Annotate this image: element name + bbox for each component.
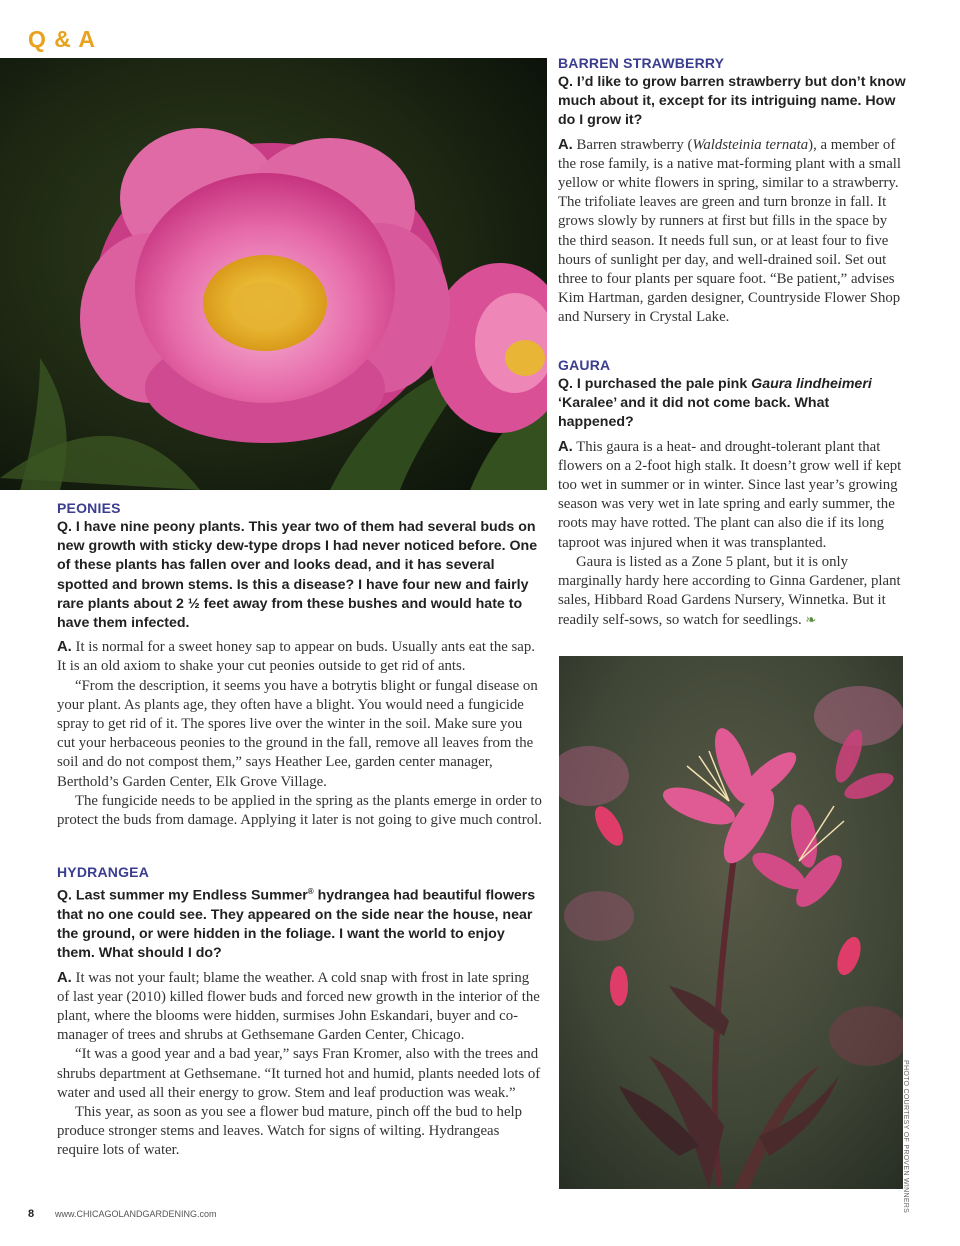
answer-text: It was not your fault; blame the weather. A cold snap with frost in late spring of last year (2010) killed flower buds and forced new growth in the interior of the plant, where the blooms were hidden, surmises John Eskandari, buyer and co-manager of trees and shrubs at Gethsemane Garden Center, Chicago. [57,969,540,1044]
answer-text: ), a member of the rose family, is a native mat-forming plant with a small yellow or white flowers in spring, similar to a strawberry. The trifoliate leaves are green and turn bronze in fall. It grows slowly by runners at first but fills in the space by the third season. It needs full sun, or at least four to five hours of sunlight per day, and well-drained soil. Set out three to four plants per square foot. “Be patient,” advises Kim Hartman, garden designer, Countryside Flower Shop and Nursery in Crystal Lake. [558,136,901,326]
gaura-heading: GAURA [558,357,611,373]
hydrangea-section [57,864,544,1161]
page-number: 8 [28,1208,35,1220]
barren-heading: BARREN STRAWBERRY [558,55,725,71]
answer-lead: A. [57,969,72,986]
barren-answer [558,136,906,328]
barren-strawberry-section [558,55,906,328]
question-text: Q. I purchased the pale pink [558,376,752,392]
question-text: hydrangea had beautiful flowers that no one could see. They appeared on the side near the house, near the ground, or were hidden in the foliage. I want the world to enjoy them. What should I do? [57,887,536,962]
peonies-answer-1 [57,638,544,676]
peonies-answer-3: The fungicide needs to be applied in the spring as the plants emerge in order to protect the buds from damage. Applying it later is not going to give much control. [57,792,542,829]
answer-text: It is normal for a sweet honey sap to appear on buds. Usually ants eat the sap. It is an old axiom to shake your cut peonies outside to get rid of ants. [57,639,535,675]
section-tag: Q & A [28,26,97,52]
gaura-answer-1 [558,438,906,553]
leaf-icon: ❧ [805,612,817,628]
peony-photo [0,58,547,490]
hydrangea-answer-3: This year, as soon as you see a flower bud mature, pinch off the bud to help produce stronger stems and leaves. Watch for signs of wilting. Hydrangeas require lots of water. [57,1103,523,1159]
answer-lead: A. [558,438,573,455]
question-text: Q. Last summer my Endless Summer [57,887,308,904]
peonies-section [57,500,544,830]
registered-mark: ® [307,887,314,896]
answer-lead: A. [57,639,72,656]
latin-name: Waldsteinia ternata [692,136,809,153]
answer-text: This gaura is a heat- and drought-tolerant plant that flowers on a 2-foot high stalk. It doesn’t grow well if kept too wet in summer or in winter. Since last year’s growing season was very wet in late spring and early summer, the roots may have rotted. The plant can also die if its long taproot was injured when it was transplanted. [558,438,902,551]
gaura-photo [559,656,903,1189]
peonies-answer-2: “From the description, it seems you have a botrytis blight or fungal disease on your plant. As plants age, they often have a blight. You would need a fungicide spray to get rid of it. The spores live over the winter in the soil. Make sure you cut your herbaceous peonies to the ground in the fall, remove all leaves from the soil and do not compost them,” says Heather Lee, garden center manager, Berthold’s Garden Center, Elk Grove Village. [57,677,538,790]
answer-lead: A. [558,136,573,153]
gaura-section [558,357,906,631]
peonies-question: Q. I have nine peony plants. This year two of them had several buds on new growth with sticky dew-type drops I had never noticed before. One of these plants has fallen over and looks dead, and it has several spotted and brown stems. Is this a disease? I have four new and fairly rare plants about 2 ½ feet away from these bushes and would hate to have them infected. [57,519,538,632]
footer-url[interactable]: www.CHICAGOLANDGARDENING.com [55,1209,217,1219]
hydrangea-answer-2: “It was a good year and a bad year,” says Fran Kromer, also with the trees and shrubs department at Gethsemane. “It turned hot and humid, plants needed lots of water and used all their energy to grow. Stem and leaf production was weak.” [57,1046,541,1101]
hydrangea-question [57,882,544,964]
peonies-heading: PEONIES [57,500,121,516]
photo-credit-text: PHOTO COURTESY OF PROVEN WINNERS [902,1060,909,1214]
photo-credit [897,1060,911,1214]
answer-text: Barren strawberry ( [572,136,693,153]
barren-question: Q. I’d like to grow barren strawberry but don’t know much about it, except for its intriguing name. How do I grow it? [558,74,906,129]
hydrangea-heading: HYDRANGEA [57,864,150,880]
gaura-question [558,375,906,433]
question-text: ‘Karalee’ and it did not come back. What happened? [558,395,830,431]
answer-text: Gaura is listed as a Zone 5 plant, but it is only marginally hardy here according to Ginna Gardener, plant sales, Hibbard Road Gardens Nursery, Winnetka. But it readily self-sows, so watch for seedlings. [558,553,901,629]
gaura-answer-2 [558,553,906,631]
latin-name: Gaura lindheimeri [751,376,872,392]
hydrangea-answer-1 [57,969,544,1046]
